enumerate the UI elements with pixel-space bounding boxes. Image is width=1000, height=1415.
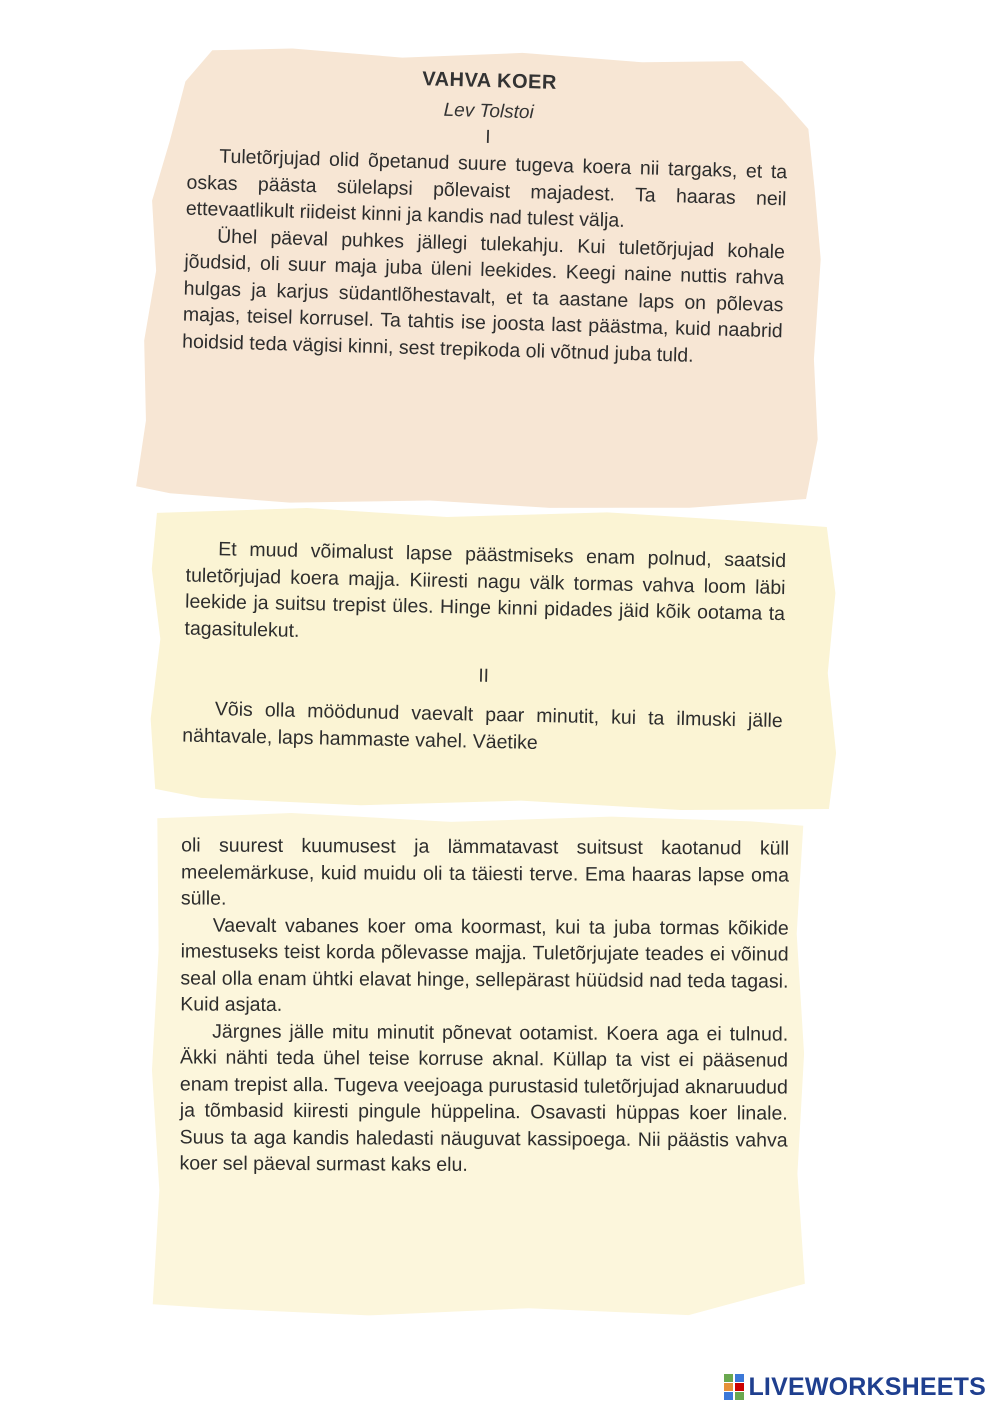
paragraph-2: Ühel päeval puhkes jällegi tulekahju. Kui tuletõrjujad kohale jõudsid, oli suur maja juba üleni leekides. Keegi naine nuttis rahva hulgas ja karjus südantlõhestavalt, et ta aastane laps on põlevas majas, teisel korrusel. Ta tahtis ise joosta last päästma, kuid naabrid hoidsid teda vägisi kinni, sest trepikoda oli võtnud juba tuld. bbox=[181, 224, 786, 367]
newspaper-clipping-2 bbox=[141, 499, 847, 818]
paragraph-1: Tuletõrjujad olid õpetanud suure tugeva koera nii targaks, et ta oskas päästa sülelapsi põlevaist majadest. Ta haaras neil ettevaatlikult riideist kinni ja kandis nad tulest välja. bbox=[185, 145, 788, 232]
section-heading-2: II bbox=[478, 665, 490, 687]
section-heading-1: I bbox=[485, 126, 491, 149]
brand-name: LIVEWORKSHEETS bbox=[748, 1372, 986, 1401]
newspaper-clipping-1 bbox=[130, 40, 843, 519]
article-title: VAHVA KOER bbox=[421, 68, 558, 94]
newspaper-clipping-3 bbox=[149, 810, 812, 1321]
paragraph-3: Et muud võimalust lapse päästmiseks enam polnud, saatsid tuletõrjujad koera majja. Kiiresti nagu välk tormas vahva loom läbi leekide ja suitsu trepist üles. Hinge kinni pidades jäid kõik ootama ta tagasitulekut. bbox=[184, 538, 787, 642]
paragraph-6: Vaevalt vabanes koer oma koormast, kui ta juba tormas kõikide imestuseks teist korda põlevasse majja. Tuletõrjujate teades ei võinud seal olla enam ühtki elavat hinge, sellepärast hüüdsid nad teda tagasi. Kuid asjata. bbox=[180, 914, 789, 1016]
paragraph-4: Võis olla möödunud vaevalt paar minutit, kui ta ilmuski jälle nähtavale, laps hammaste vahel. Väetike bbox=[182, 698, 783, 754]
article-author: Lev Tolstoi bbox=[443, 99, 535, 124]
paragraph-7: Järgnes jälle mitu minutit põnevat ootamist. Koera aga ei tulnud. Äkki nähti teda ühel teise korruse aknal. Küllap ta vist ei pääsenud enam trepist alla. Tugeva veejoaga purustasid tuletõrjujad aknaruudud ja tõmbasid kiiresti pingule hüppelina. Osavasti hüppas koer linale. Suus ta aga kandis haledasti näuguvat kassipoega. Nii päästis vahva koer sel päeval surmast kaks elu. bbox=[179, 1020, 789, 1176]
liveworksheets-branding bbox=[724, 1371, 986, 1403]
liveworksheets-logo-icon bbox=[724, 1374, 744, 1400]
paragraph-5: oli suurest kuumusest ja lämmatavast suitsust kaotanud küll meelemärkuse, kuid muidu oli ta täiesti terve. Ema haaras lapse oma sülle. bbox=[180, 834, 790, 910]
